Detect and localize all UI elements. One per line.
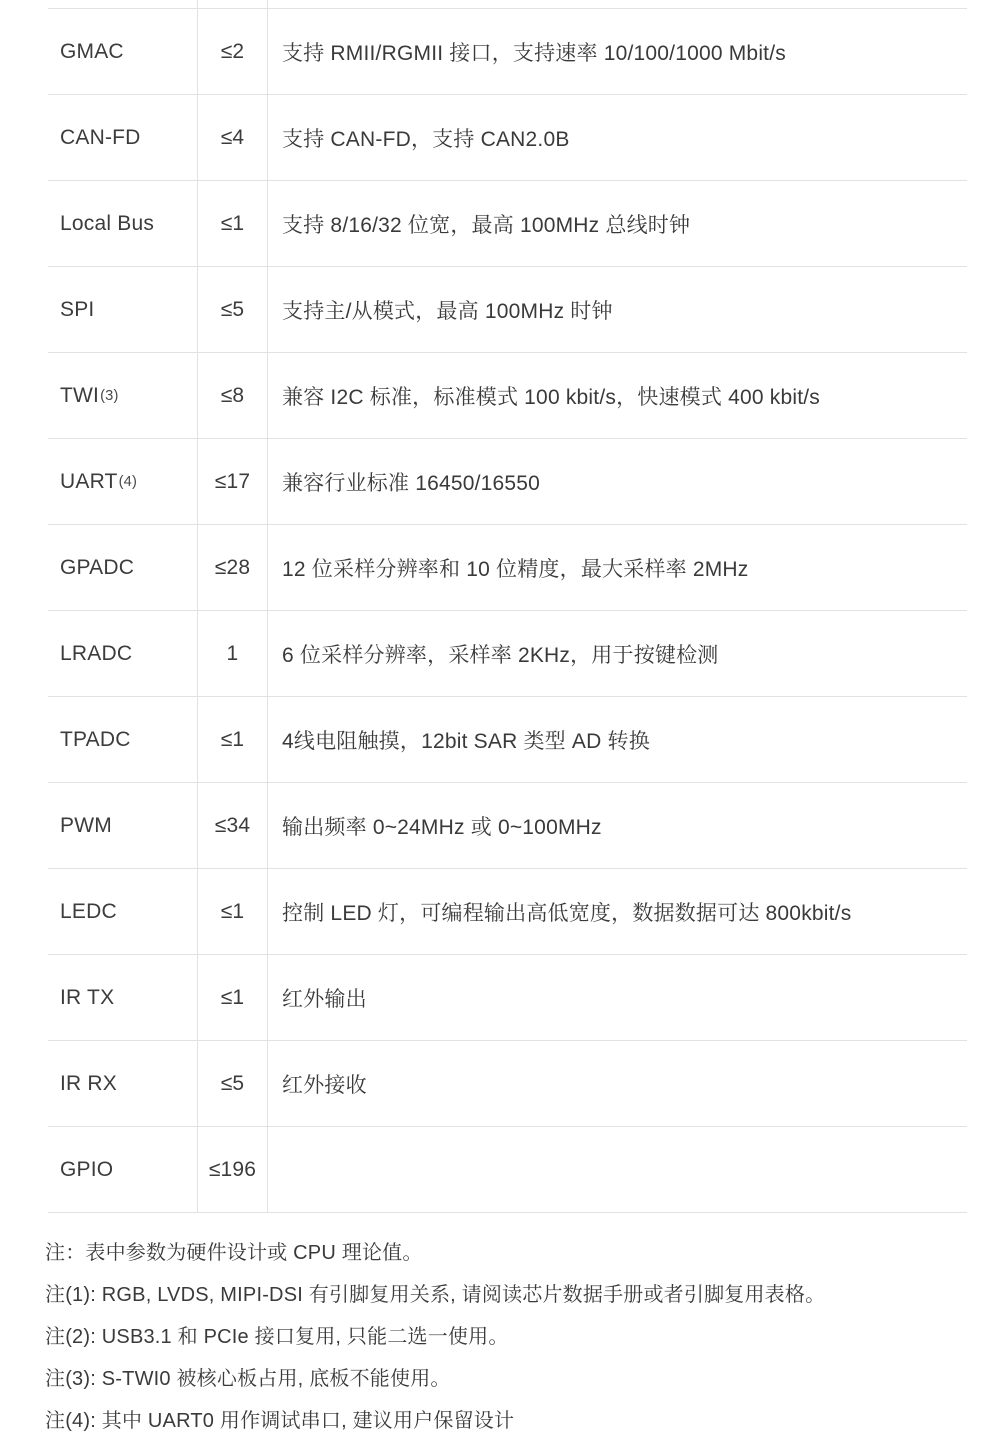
peripheral-description [268,1127,967,1212]
peripheral-description: 输出频率 0~24MHz 或 0~100MHz [282,815,602,839]
table-row [48,181,967,267]
peripheral-description: 控制 LED 灯，可编程输出高低宽度，数据数据可达 800kbit/s [282,901,852,925]
table-row [48,697,967,783]
peripheral-name-cell [48,95,198,180]
peripheral-name-cell [48,869,198,954]
table-row [48,955,967,1041]
table-row [48,525,967,611]
table-row [48,9,967,95]
peripheral-description: 兼容行业标准 16450/16550 [282,471,541,495]
peripheral-name-cell [48,697,198,782]
peripheral-name: SPI [60,297,95,321]
peripheral-name: GMAC [60,39,124,63]
peripheral-quantity: ≤5 [198,267,268,352]
peripheral-name-cell [48,1127,198,1212]
peripheral-name-cell [48,525,198,610]
peripheral-name-cell [48,267,198,352]
peripheral-name: IR RX [60,1071,118,1095]
peripheral-description: 支持主/从模式，最高 100MHz 时钟 [282,299,613,323]
peripheral-name: UART [60,469,118,493]
peripheral-name: TWI [60,383,100,407]
peripheral-name: LEDC [60,899,117,923]
peripheral-description: 红外输出 [282,987,367,1011]
partial-description-cell [268,0,967,8]
partial-quantity-cell [198,0,268,8]
peripheral-name: TPADC [60,727,131,751]
table-row [48,267,967,353]
peripheral-quantity: 1 [198,611,268,696]
peripheral-name: PWM [60,813,112,837]
peripheral-name-cell [48,955,198,1040]
note-line: 注(3): S-TWI0 被核心板占用, 底板不能使用。 [45,1368,451,1390]
peripheral-name-cell [48,783,198,868]
peripheral-quantity: ≤1 [198,181,268,266]
peripheral-name-cell [48,611,198,696]
table-row [48,611,967,697]
peripheral-quantity: ≤5 [198,1041,268,1126]
note-line: 注：表中参数为硬件设计或 CPU 理论值。 [45,1242,423,1264]
peripheral-name: IR TX [60,985,115,1009]
note-line: 注(2): USB3.1 和 PCIe 接口复用, 只能二选一使用。 [45,1326,509,1348]
peripheral-quantity: ≤28 [198,525,268,610]
peripheral-quantity: ≤4 [198,95,268,180]
peripheral-spec-table [48,0,967,1213]
peripheral-quantity: ≤196 [198,1127,268,1212]
peripheral-quantity: ≤34 [198,783,268,868]
peripheral-description: 兼容 I2C 标准，标准模式 100 kbit/s，快速模式 400 kbit/s [282,385,820,409]
peripheral-name-cell [48,9,198,94]
peripheral-description: 4线电阻触摸，12bit SAR 类型 AD 转换 [282,729,650,753]
peripheral-name-cell [48,353,198,438]
table-row [48,95,967,181]
table-row-partial [48,0,967,9]
peripheral-description: 6 位采样分辨率，采样率 2KHz，用于按键检测 [282,643,719,667]
peripheral-description: 12 位采样分辨率和 10 位精度，最大采样率 2MHz [282,557,749,581]
peripheral-quantity: ≤1 [198,869,268,954]
peripheral-name: LRADC [60,641,133,665]
table-row [48,1041,967,1127]
table-body [48,9,967,1213]
table-row [48,353,967,439]
note-line: 注(4): 其中 UART0 用作调试串口, 建议用户保留设计 [45,1410,515,1432]
peripheral-quantity: ≤1 [198,955,268,1040]
peripheral-name-note-ref: (3) [100,387,119,404]
table-row [48,439,967,525]
table-row [48,783,967,869]
peripheral-name: CAN-FD [60,125,141,149]
peripheral-description: 支持 CAN-FD，支持 CAN2.0B [282,127,570,151]
peripheral-description: 红外接收 [282,1073,367,1097]
peripheral-description: 支持 8/16/32 位宽，最高 100MHz 总线时钟 [282,213,691,237]
peripheral-quantity: ≤1 [198,697,268,782]
peripheral-name-cell [48,181,198,266]
table-row [48,869,967,955]
peripheral-quantity: ≤8 [198,353,268,438]
peripheral-quantity: ≤2 [198,9,268,94]
table-row [48,1127,967,1213]
peripheral-name: GPADC [60,555,135,579]
peripheral-quantity: ≤17 [198,439,268,524]
peripheral-name: GPIO [60,1157,114,1181]
peripheral-description: 支持 RMII/RGMII 接口，支持速率 10/100/1000 Mbit/s [282,41,786,65]
note-line: 注(1): RGB, LVDS, MIPI-DSI 有引脚复用关系, 请阅读芯片数据手册或者引脚复用表格。 [45,1284,826,1306]
peripheral-name-cell [48,439,198,524]
partial-name-cell [48,0,198,8]
peripheral-name-cell [48,1041,198,1126]
peripheral-name-note-ref: (4) [118,473,138,490]
notes-section [45,1232,975,1442]
peripheral-name: Local Bus [60,211,155,235]
